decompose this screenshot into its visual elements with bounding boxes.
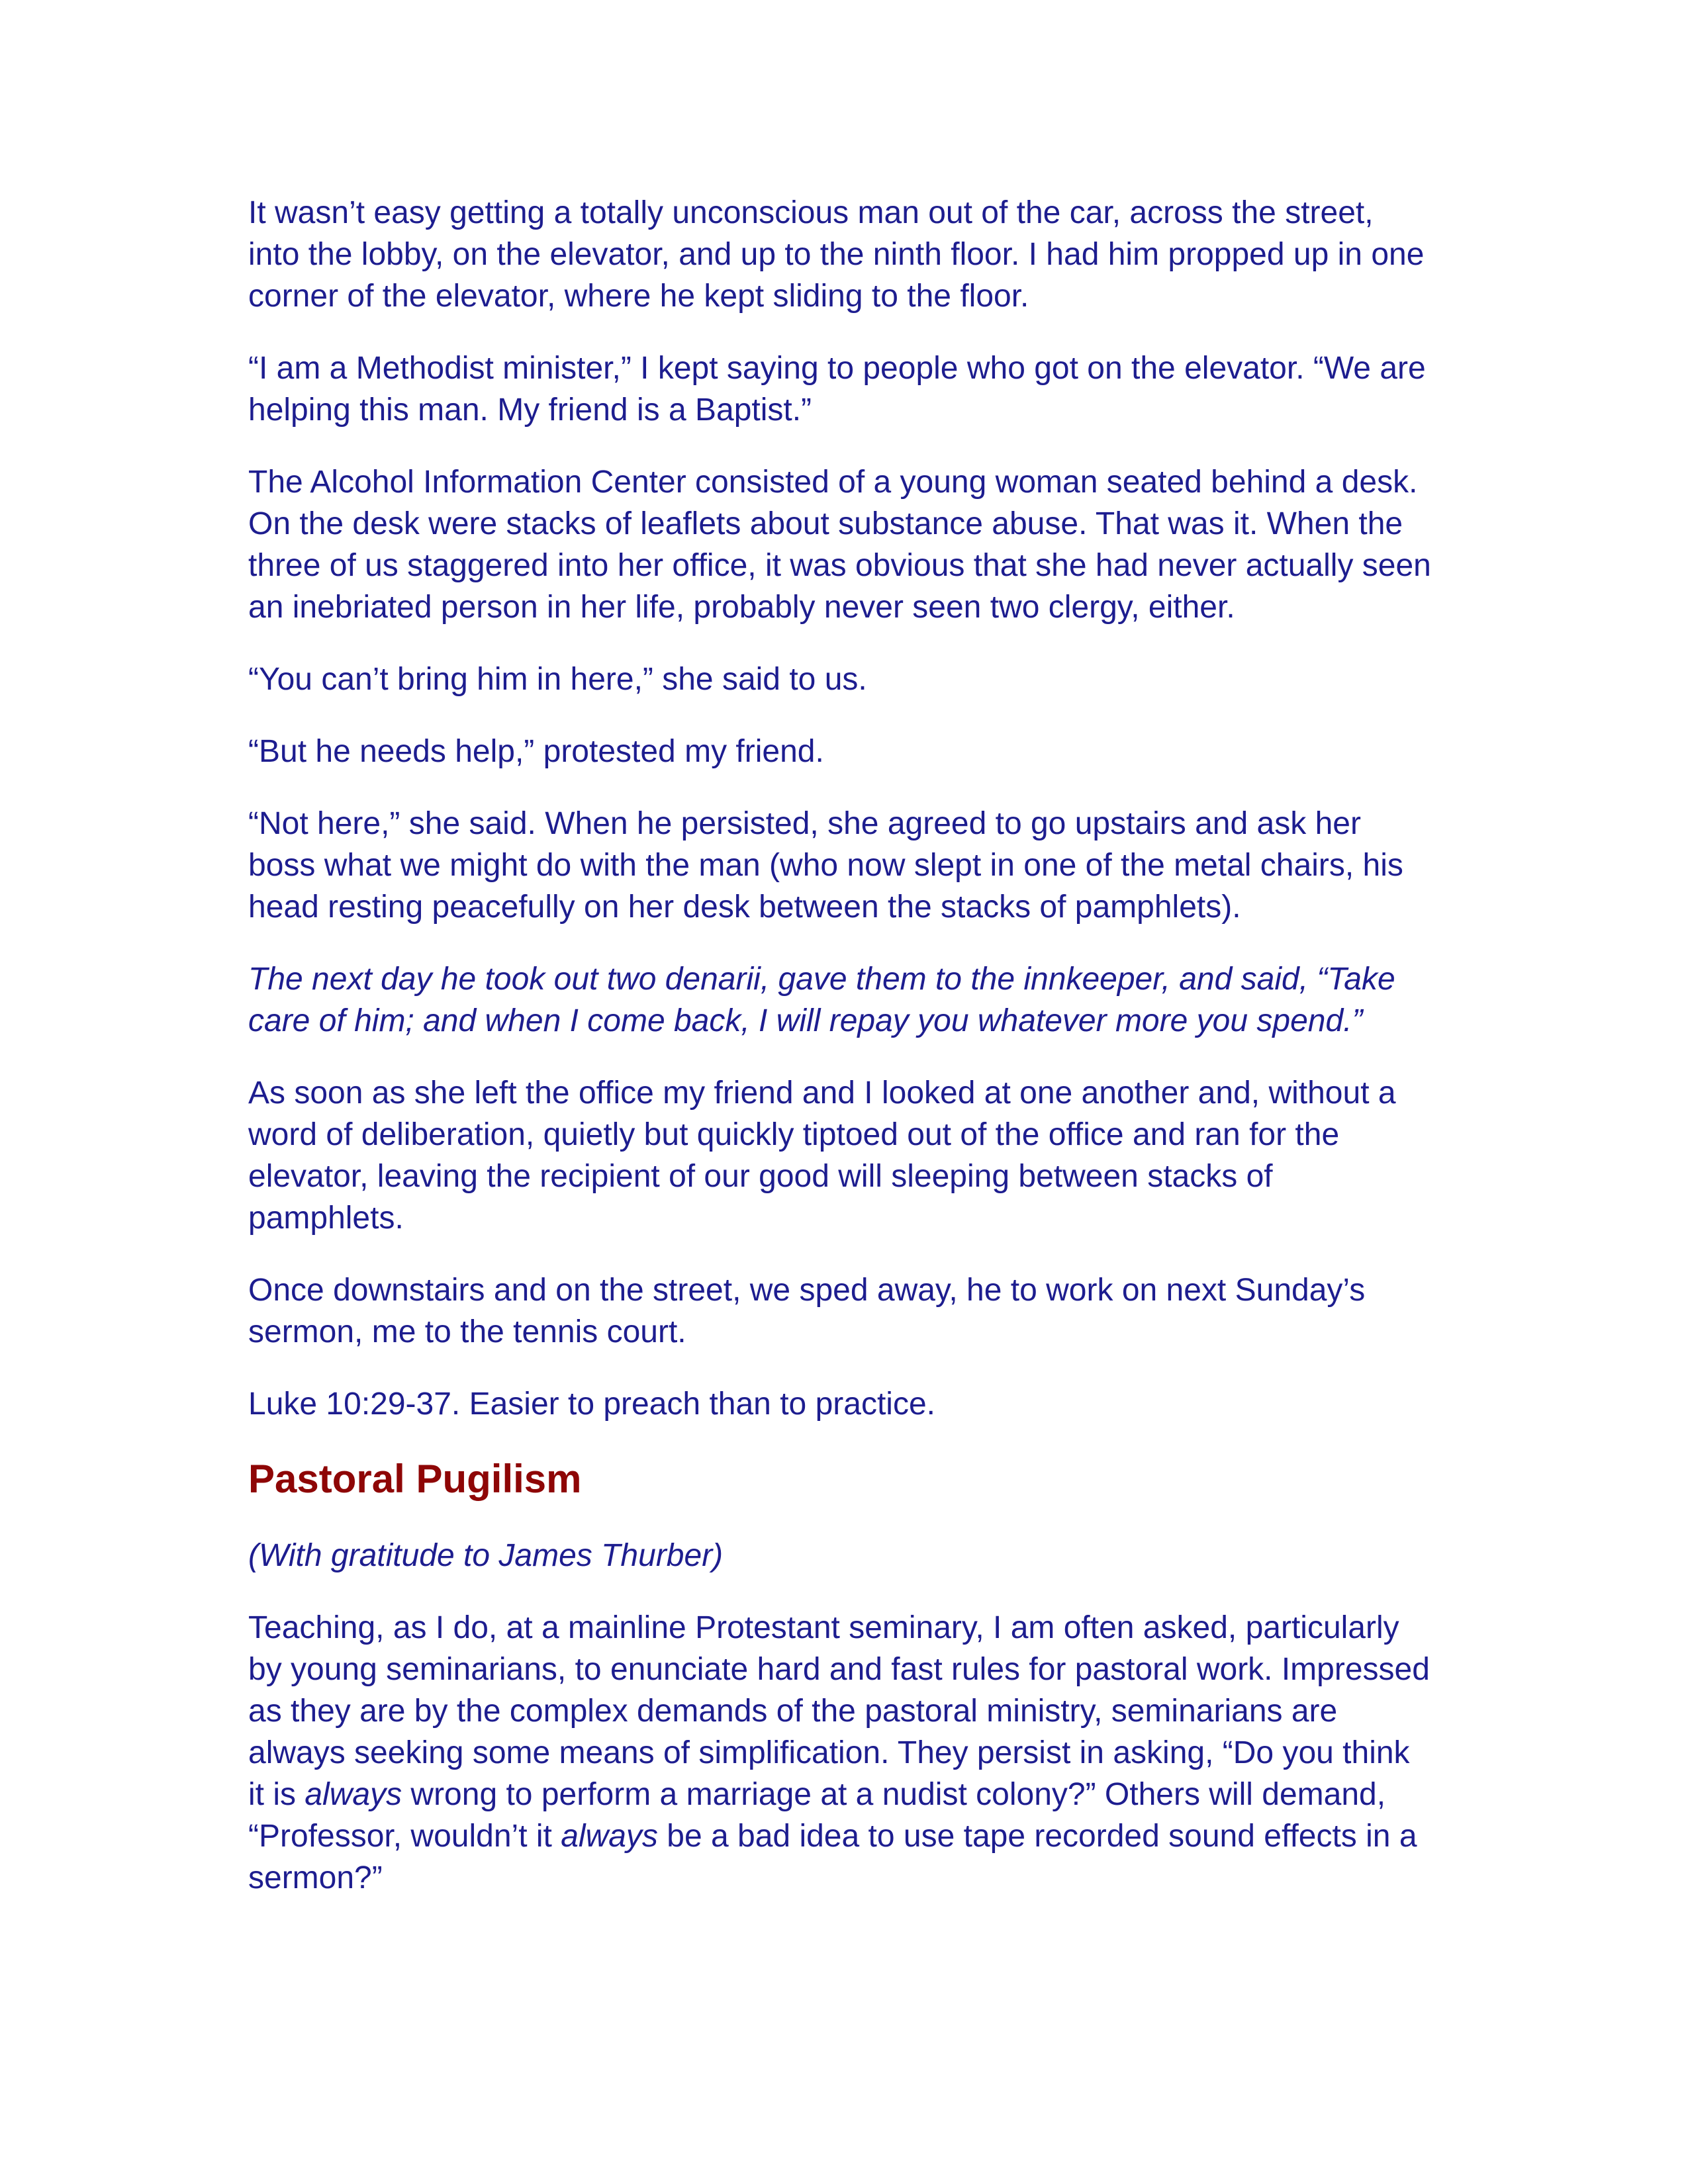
body-paragraph-6: “Not here,” she said. When he persisted, she agreed to go upstairs and ask her boss what we might do with the man (who now slept in one of the metal chairs, his head resting peacefully on her desk between the stacks of pamphlets). [248,806,1403,925]
final-paragraph-segment: Teaching, as I do, at a mainline Protestant seminary, I am often asked, particularly by young seminarians, to enunciate hard and fast rules for pastoral work. Impressed as they are by the complex demands of the pastoral ministry, seminarians are always seeking some means of simplification. They persist in asking, “Do you think it is [248,1610,1430,1812]
body-paragraph-final [248,1607,1433,1899]
body-paragraph-8: As soon as she left the office my friend and I looked at one another and, without a word of deliberation, quietly but quickly tiptoed out of the office and ran for the elevator, leaving the recipient of our good will sleeping between stacks of pamphlets. [248,1075,1396,1236]
body-paragraph-9: Once downstairs and on the street, we sped away, he to work on next Sunday’s sermon, me to the tennis court. [248,1273,1366,1349]
scripture-quote-paragraph: The next day he took out two denarii, gave them to the innkeeper, and said, “Take care of him; and when I come back, I will repay you whatever more you spend.” [248,962,1395,1038]
final-paragraph-segment: be a bad idea to use tape recorded sound effects in a sermon?” [248,1819,1417,1895]
final-paragraph-emphasis: always [561,1819,658,1854]
body-paragraph-3: The Alcohol Information Center consisted of a young woman seated behind a desk. On the desk were stacks of leaflets about substance abuse. That was it. When the three of us staggered into her office, it was obvious that she had never actually seen an inebriated person in her life, probably never seen two clergy, either. [248,465,1431,625]
final-paragraph-segment: wrong to perform a marriage at a nudist colony?” Others will demand, “Professor, wouldn’t it [248,1777,1386,1854]
body-paragraph-4: “You can’t bring him in here,” she said to us. [248,662,867,697]
scripture-reference-line: Luke 10:29-37. Easier to preach than to practice. [248,1387,935,1422]
section-heading: Pastoral Pugilism [248,1457,582,1501]
body-paragraph-1: It wasn’t easy getting a totally unconscious man out of the car, across the street, into the lobby, on the elevator, and up to the ninth floor. I had him propped up in one corner of the elevator, where he kept sliding to the floor. [248,195,1425,314]
final-paragraph-emphasis: always [305,1777,402,1812]
attribution-line: (With gratitude to James Thurber) [248,1538,724,1573]
body-paragraph-5: “But he needs help,” protested my friend. [248,734,824,769]
body-paragraph-2: “I am a Methodist minister,” I kept saying to people who got on the elevator. “We are helping this man. My friend is a Baptist.” [248,351,1426,428]
